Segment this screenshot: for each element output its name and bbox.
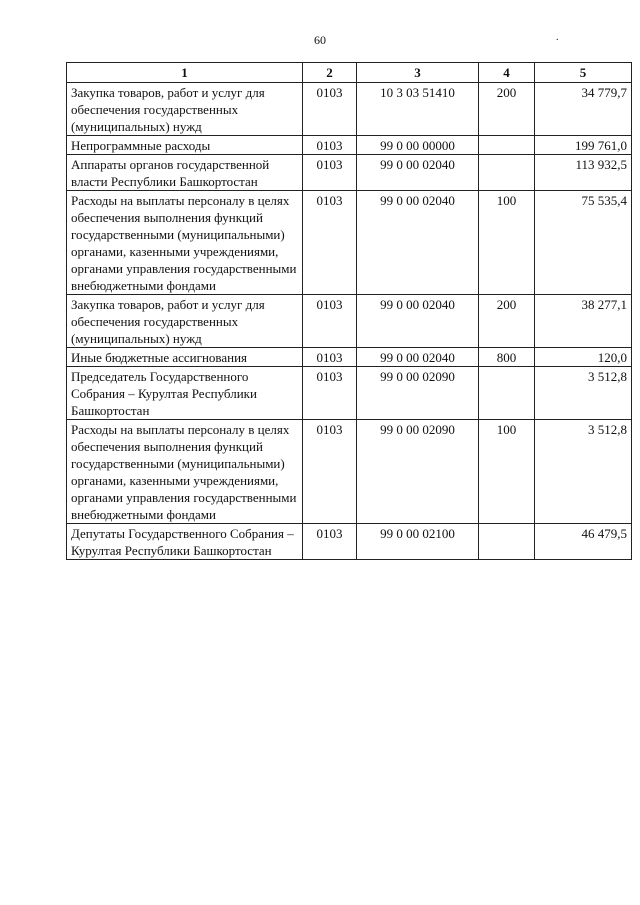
row-amount: 75 535,4 (535, 191, 632, 295)
row-name: Иные бюджетные ассигнования (67, 348, 303, 367)
row-amount: 3 512,8 (535, 420, 632, 524)
row-name: Непрограммные расходы (67, 136, 303, 155)
table-row (67, 136, 632, 155)
row-section: 0103 (303, 420, 357, 524)
header-col-2: 2 (303, 63, 357, 83)
row-name: Председатель Государственного Собрания – Курултая Республики Башкортостан (67, 367, 303, 420)
row-amount: 113 932,5 (535, 155, 632, 191)
row-expense-type: 200 (479, 295, 535, 348)
row-expense-type: 100 (479, 191, 535, 295)
table-row (67, 155, 632, 191)
row-expense-type: 200 (479, 83, 535, 136)
row-section: 0103 (303, 136, 357, 155)
row-article: 99 0 00 02040 (357, 348, 479, 367)
header-col-1: 1 (67, 63, 303, 83)
row-section: 0103 (303, 348, 357, 367)
page-number: 60 (314, 33, 326, 47)
row-expense-type (479, 155, 535, 191)
row-name: Расходы на выплаты персоналу в целях обеспечения выполнения функций государственными (муниципальными) органами, казенными учреждениями, органами управления государственными внебюджетными фондами (67, 191, 303, 295)
row-name: Депутаты Государственного Собрания – Курултая Республики Башкортостан (67, 524, 303, 560)
table-row (67, 524, 632, 560)
row-amount: 46 479,5 (535, 524, 632, 560)
table-row (67, 348, 632, 367)
row-article: 99 0 00 02040 (357, 155, 479, 191)
row-amount: 120,0 (535, 348, 632, 367)
table-header-row (67, 63, 632, 83)
row-article: 99 0 00 02090 (357, 367, 479, 420)
row-section: 0103 (303, 367, 357, 420)
row-section: 0103 (303, 155, 357, 191)
row-expense-type (479, 367, 535, 420)
row-name: Расходы на выплаты персоналу в целях обеспечения выполнения функций государственными (муниципальными) органами, казенными учреждениями, органами управления государственными внебюджетными фондами (67, 420, 303, 524)
table-row (67, 295, 632, 348)
header-col-5: 5 (535, 63, 632, 83)
row-expense-type (479, 524, 535, 560)
row-article: 99 0 00 02040 (357, 191, 479, 295)
row-article: 10 3 03 51410 (357, 83, 479, 136)
row-section: 0103 (303, 83, 357, 136)
row-expense-type: 100 (479, 420, 535, 524)
row-section: 0103 (303, 524, 357, 560)
row-amount: 3 512,8 (535, 367, 632, 420)
row-article: 99 0 00 02100 (357, 524, 479, 560)
table-row (67, 367, 632, 420)
row-article: 99 0 00 02090 (357, 420, 479, 524)
table-row (67, 420, 632, 524)
budget-table (66, 62, 632, 560)
row-name: Закупка товаров, работ и услуг для обеспечения государственных (муниципальных) нужд (67, 295, 303, 348)
page-mark: . (556, 32, 559, 43)
row-amount: 34 779,7 (535, 83, 632, 136)
row-article: 99 0 00 00000 (357, 136, 479, 155)
header-col-3: 3 (357, 63, 479, 83)
header-col-4: 4 (479, 63, 535, 83)
row-amount: 38 277,1 (535, 295, 632, 348)
table-row (67, 83, 632, 136)
table-row (67, 191, 632, 295)
row-name: Аппараты органов государственной власти Республики Башкортостан (67, 155, 303, 191)
row-expense-type: 800 (479, 348, 535, 367)
row-expense-type (479, 136, 535, 155)
row-name: Закупка товаров, работ и услуг для обеспечения государственных (муниципальных) нужд (67, 83, 303, 136)
row-section: 0103 (303, 191, 357, 295)
row-amount: 199 761,0 (535, 136, 632, 155)
row-section: 0103 (303, 295, 357, 348)
row-article: 99 0 00 02040 (357, 295, 479, 348)
